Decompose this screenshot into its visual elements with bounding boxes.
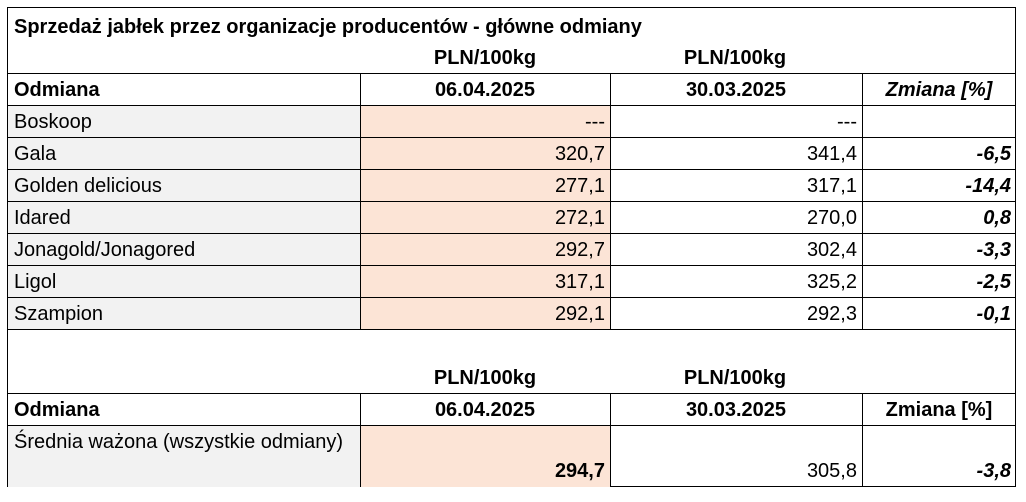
grid-line [8, 73, 1016, 74]
price-previous: --- [837, 111, 857, 133]
price-previous: 270,0 [806, 207, 857, 229]
price-change: -2,5 [976, 271, 1011, 293]
grid-line [8, 297, 1016, 298]
grid-line [8, 329, 1016, 330]
price-previous: 292,3 [806, 303, 857, 325]
grid-line [610, 73, 611, 329]
price-change: -6,5 [976, 143, 1011, 165]
column-header-date-previous: 30.03.2025 [685, 79, 787, 101]
column-header-variety-2: Odmiana [14, 399, 100, 421]
price-change [862, 106, 1016, 138]
grid-line [8, 137, 1016, 138]
weighted-average-change: -3,8 [976, 460, 1011, 482]
grid-line [8, 393, 1016, 394]
price-previous: 341,4 [806, 143, 857, 165]
column-header-change-2: Zmiana [%] [885, 399, 993, 421]
variety-name: Boskoop [8, 106, 360, 138]
column-header-change: Zmiana [%] [885, 79, 993, 101]
variety-name: Gala [8, 138, 360, 170]
grid-line [610, 393, 611, 487]
weighted-average-previous: 305,8 [806, 460, 857, 482]
price-change: -3,3 [976, 239, 1011, 261]
grid-line [360, 393, 361, 487]
variety-name: Jonagold/Jonagored [8, 234, 360, 266]
price-current: 292,1 [360, 298, 610, 330]
unit-label-current-2: PLN/100kg [433, 367, 537, 389]
price-change: 0,8 [983, 207, 1011, 229]
price-previous: 325,2 [806, 271, 857, 293]
grid-line [862, 73, 863, 329]
page-title: Sprzedaż jabłek przez organizacje producentów - główne odmiany [14, 16, 642, 38]
grid-line [8, 425, 1016, 426]
price-current: 272,1 [360, 202, 610, 234]
column-header-variety: Odmiana [14, 79, 100, 101]
unit-label-previous: PLN/100kg [683, 47, 787, 69]
variety-name: Idared [8, 202, 360, 234]
price-current: 292,7 [360, 234, 610, 266]
unit-label-current: PLN/100kg [433, 47, 537, 69]
price-change: -14,4 [965, 175, 1011, 197]
weighted-average-label: Średnia ważona (wszystkie odmiany) [8, 426, 360, 487]
price-current: 277,1 [360, 170, 610, 202]
variety-name: Szampion [8, 298, 360, 330]
column-header-date-current: 06.04.2025 [434, 79, 536, 101]
price-current: 320,7 [360, 138, 610, 170]
column-header-date-previous-2: 30.03.2025 [685, 399, 787, 421]
weighted-average-current: 294,7 [360, 426, 610, 487]
grid-line [862, 393, 863, 487]
price-current: 317,1 [360, 266, 610, 298]
column-header-date-current-2: 06.04.2025 [434, 399, 536, 421]
unit-label-previous-2: PLN/100kg [683, 367, 787, 389]
variety-name: Ligol [8, 266, 360, 298]
grid-line [360, 73, 361, 329]
grid-line [8, 105, 1016, 106]
variety-name: Golden delicious [8, 170, 360, 202]
grid-line [8, 233, 1016, 234]
price-change: -0,1 [976, 303, 1011, 325]
price-previous: 302,4 [806, 239, 857, 261]
price-current: --- [360, 106, 610, 138]
price-previous: 317,1 [806, 175, 857, 197]
grid-line [8, 201, 1016, 202]
grid-line [8, 265, 1016, 266]
grid-line [8, 169, 1016, 170]
